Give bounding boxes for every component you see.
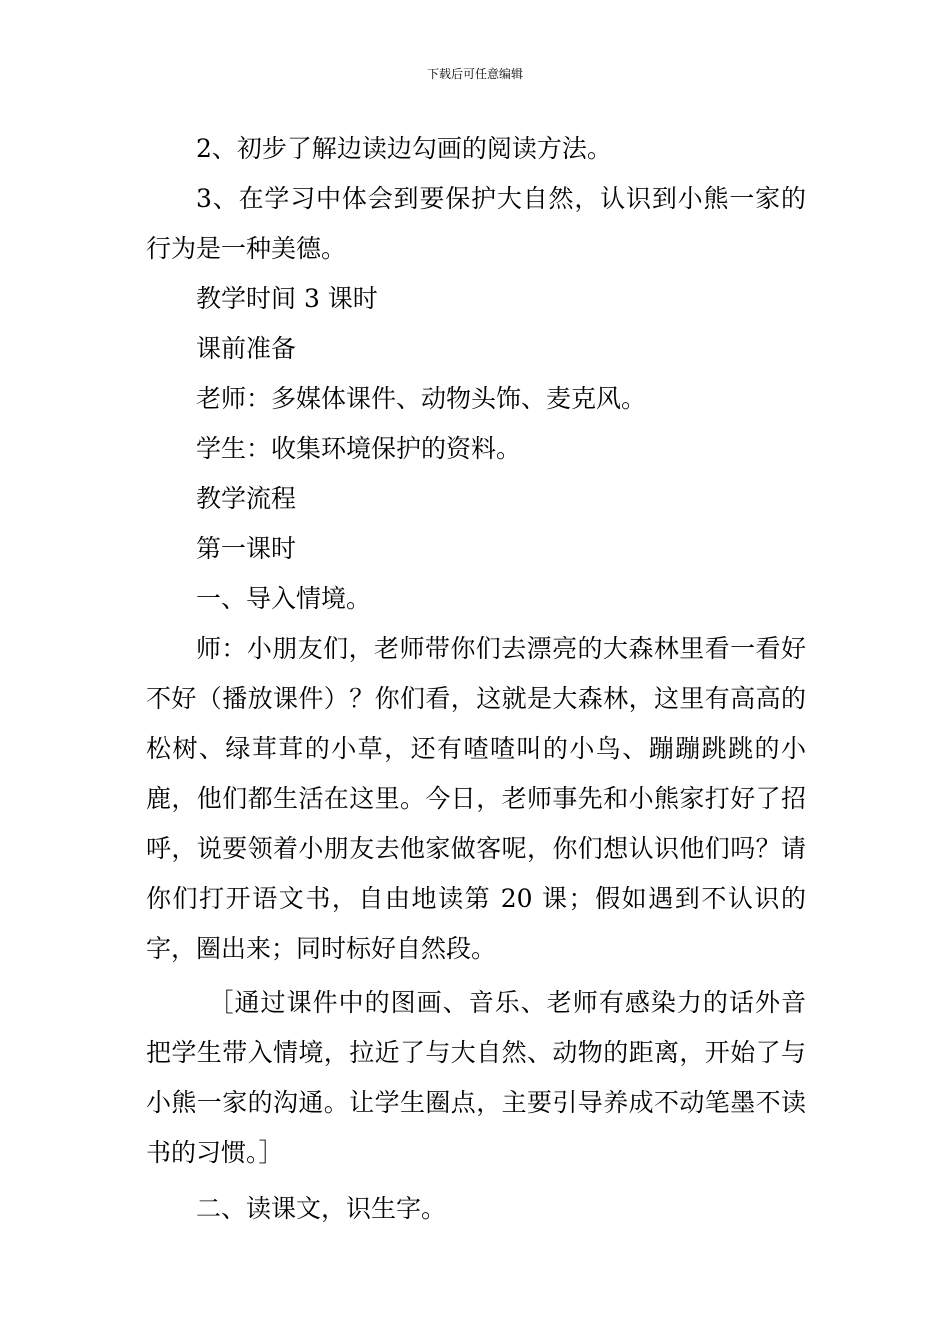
paragraph-process-heading: 教学流程: [196, 484, 297, 513]
paragraph-objective-2: 2、初步了解边读边勾画的阅读方法。: [196, 134, 612, 163]
paragraph-section-one: 一、导入情境。: [196, 584, 372, 613]
paragraph-objective-3: 3、在学习中体会到要保护大自然，认识到小熊一家的行为是一种美德。: [146, 184, 806, 263]
paragraph-first-lesson: 第一课时: [196, 534, 297, 563]
document-body: [146, 124, 806, 1234]
paragraph-teaching-time: 教学时间 3 课时: [196, 284, 378, 313]
paragraph-student-materials: 学生：收集环境保护的资料。: [196, 434, 522, 463]
page-header: 下载后可任意编辑: [426, 67, 523, 81]
paragraph-section-two: 二、读课文，识生字。: [196, 1194, 447, 1223]
paragraph-teacher-speech: 师：小朋友们，老师带你们去漂亮的大森林里看一看好不好（播放课件）？你们看，这就是大森林，这里有高高的松树、绿茸茸的小草，还有喳喳叫的小鸟、蹦蹦跳跳的小鹿，他们都生活在这里。今日，老师事先和小熊家打好了招呼，说要领着小朋友去他家做客呢，你们想认识他们吗？请你们打开语文书，自由地读第 20 课；假如遇到不认识的字，圈出来；同时标好自然段。: [146, 634, 806, 963]
paragraph-teacher-materials: 老师：多媒体课件、动物头饰、麦克风。: [196, 384, 647, 413]
paragraph-design-note: ［通过课件中的图画、音乐、老师有感染力的话外音把学生带入情境，拉近了与大自然、动物的距离，开始了与小熊一家的沟通。让学生圈点，主要引导养成不动笔墨不读书的习惯。］: [146, 988, 806, 1167]
paragraph-preparation-heading: 课前准备: [196, 334, 297, 363]
